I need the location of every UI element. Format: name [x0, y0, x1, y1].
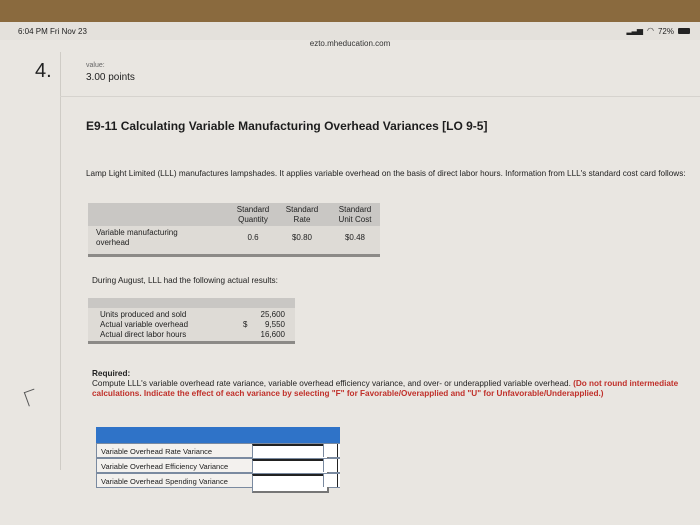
status-bar	[0, 22, 700, 48]
required-body: Compute LLL's variable overhead rate variance, variable overhead efficiency variance, and over- or underapplied variable overhead.	[92, 379, 571, 388]
answer-row-rate-variance	[96, 443, 340, 458]
actual-row-label: Actual variable overhead	[100, 320, 189, 329]
spending-variance-amount-input[interactable]	[252, 474, 329, 493]
answer-row-label: Variable Overhead Spending Variance	[101, 477, 228, 486]
actual-row-currency: $	[243, 320, 248, 329]
efficiency-variance-effect-select[interactable]	[323, 459, 340, 472]
status-time: 6:04 PM Fri Nov 23	[18, 27, 87, 36]
required-heading: Required:	[92, 369, 131, 378]
answer-table-header	[96, 427, 340, 443]
table-bottom-rule	[88, 254, 380, 257]
answer-row-efficiency-variance	[96, 458, 340, 473]
question-number-column	[22, 52, 61, 470]
answer-table	[96, 427, 340, 492]
cell-rate: $0.80	[291, 233, 313, 242]
required-instruction: (Do not round intermediate calculations. Indicate the effect of each variance by selecting "F" for Favorable/Overapplied and "U" for Unfavorable/Underapplied.)	[92, 379, 679, 398]
rate-variance-effect-select[interactable]	[323, 444, 340, 457]
spending-variance-effect-select[interactable]	[323, 474, 340, 487]
actual-results-table	[88, 298, 295, 344]
question-number: 4.	[35, 60, 52, 82]
table-bottom-rule	[88, 341, 295, 344]
header-standard-rate: Standard Rate	[285, 205, 319, 224]
actual-row-label: Actual direct labor hours	[100, 330, 187, 339]
battery-icon	[678, 28, 690, 34]
cell-quantity: 0.6	[247, 233, 259, 242]
actual-row-value: 9,550	[264, 320, 285, 329]
row-label-variable-overhead: Variable manufacturing overhead	[96, 228, 178, 247]
actual-row-label: Units produced and sold	[100, 310, 187, 319]
actual-row-value: 25,600	[260, 310, 285, 319]
battery-percent: 72%	[657, 27, 674, 36]
divider	[60, 96, 700, 97]
header-standard-unit-cost: Standard Unit Cost	[338, 205, 372, 224]
points-value: 3.00 points	[86, 72, 135, 83]
required-text	[92, 379, 692, 399]
answer-row-label: Variable Overhead Rate Variance	[101, 447, 213, 456]
standard-cost-table	[88, 203, 380, 257]
value-label: value:	[86, 62, 105, 69]
actual-row-value: 16,600	[260, 330, 285, 339]
browser-url[interactable]: ezto.mheducation.com	[309, 39, 391, 48]
signal-icon: ▂▃▅	[626, 26, 642, 35]
intro-text: Lamp Light Limited (LLL) manufactures lampshades. It applies variable overhead on the basis of direct labor hours. Information from LLL's standard cost card follows:	[86, 169, 686, 178]
page-title: E9-11 Calculating Variable Manufacturing Overhead Variances [LO 9-5]	[86, 119, 488, 133]
answer-row-spending-variance	[96, 473, 340, 488]
header-standard-quantity: Standard Quantity	[236, 205, 270, 224]
actual-results-intro: During August, LLL had the following actual results:	[92, 276, 278, 285]
answer-row-label: Variable Overhead Efficiency Variance	[101, 462, 229, 471]
table-header-band	[88, 298, 295, 308]
wifi-icon: ◠	[647, 26, 654, 35]
cell-unit-cost: $0.48	[344, 233, 366, 242]
